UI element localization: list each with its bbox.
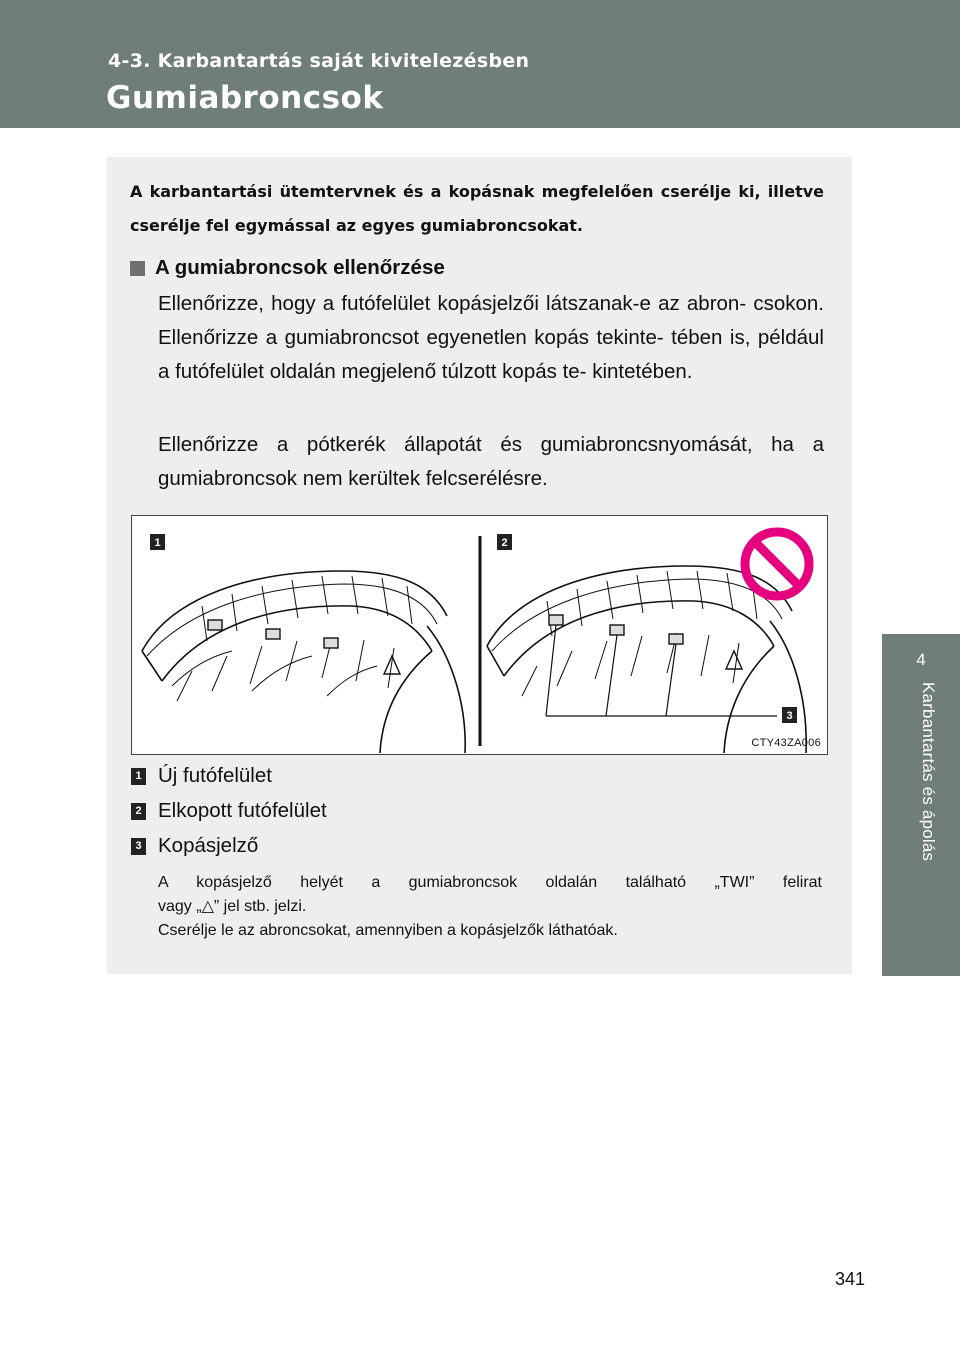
legend-label-1: Új futófelület — [158, 764, 272, 787]
note-line-2: vagy „△” jel stb. jelzi. — [158, 898, 307, 915]
chapter-number: 4 — [916, 650, 926, 669]
marker-1-label: 1 — [154, 537, 161, 549]
section-heading-text: A gumiabroncsok ellenőrzése — [155, 256, 445, 279]
paragraph-1: Ellenőrizze, hogy a futófelület kopásjelzői látszanak-e az abron- csokon. Ellenőrizze a gumiabroncsot egyenetlen kopás tekinte- tében is, például a futófelület oldalán megjelenő túlzott kopás te- kintetében. — [158, 292, 824, 383]
figure-code: CTY43ZA006 — [751, 737, 821, 749]
marker-3-label: 3 — [786, 710, 793, 722]
side-tab-top — [882, 0, 960, 128]
legend-item-1 — [131, 764, 272, 788]
legend-number-3: 3 — [131, 838, 146, 855]
legend-label-3: Kopásjelző — [158, 834, 259, 857]
note-line-1: A kopásjelző helyét a gumiabroncsok oldalán található „TWI” felirat — [158, 874, 822, 891]
legend-number-2: 2 — [131, 803, 146, 820]
chapter-title: Karbantartás és ápolás — [919, 682, 938, 862]
heading-square-icon — [130, 261, 145, 276]
section-heading — [130, 256, 445, 280]
paragraph-2: Ellenőrizze a pótkerék állapotát és gumiabroncsnyomását, ha a gumiabroncsok nem kerültek felcserélésre. — [158, 433, 824, 490]
legend-item-2 — [131, 799, 327, 823]
section-label: 4-3. Karbantartás saját kivitelezésben — [108, 50, 530, 72]
note-line-3: Cserélje le az abroncsokat, amennyiben a kopásjelzők láthatóak. — [158, 922, 618, 939]
marker-2-label: 2 — [501, 537, 508, 549]
tire-illustration — [131, 515, 828, 755]
intro-text: A karbantartási ütemtervnek és a kopásnak megfelelően cserélje ki, illetve cserélje fel egymással az egyes gumiabroncsokat. — [130, 182, 824, 235]
legend-item-3 — [131, 834, 258, 858]
chapter-tab[interactable] — [882, 634, 960, 976]
page-header — [0, 0, 882, 128]
note-text — [158, 871, 822, 943]
chapter-side-tab — [882, 0, 960, 1352]
prohibition-icon — [745, 532, 809, 596]
tire-drawing — [132, 516, 826, 753]
page-number: 341 — [835, 1269, 866, 1289]
legend-label-2: Elkopott futófelület — [158, 799, 327, 822]
page-title: Gumiabroncsok — [106, 80, 384, 116]
new-tread-tire — [142, 571, 465, 753]
legend-number-1: 1 — [131, 768, 146, 785]
